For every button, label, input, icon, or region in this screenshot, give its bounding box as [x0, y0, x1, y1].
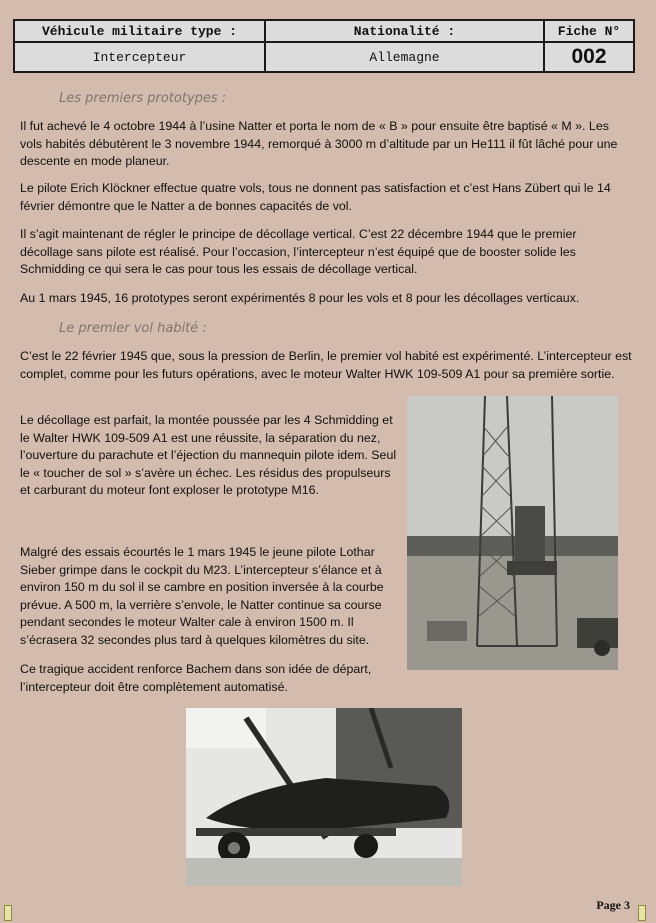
launch-tower-photo: [407, 396, 618, 670]
paragraph: Il s’agit maintenant de régler le principe de décollage vertical. C’est 22 décembre 1944 que le premier décollage sans pilote est réalisé. Pour l’occasion, l’intercepteur n’est équipé que de booster solide les Schmidding ce qui sera le cas pour tous les essais de décollage vertical.: [20, 227, 577, 276]
nationality-value: Allemagne: [265, 42, 544, 72]
type-label: Véhicule militaire type :: [14, 20, 265, 42]
sheet-number: 002: [544, 42, 634, 72]
paragraph: Malgré des essais écourtés le 1 mars 1945 le jeune pilote Lothar Sieber grimpe dans le cockpit du M23. L’intercepteur s’élance et à environ 150 m du sol il se cambre en position inversée à la courbe prévue. A 500 m, la verrière s’envole, le Natter continue sa course pendant secondes le moteur Walter cale à environ 1500 m. Il s’écrasera 32 secondes plus tard à quelques kilomètres du site.: [20, 545, 384, 647]
paragraph: Le décollage est parfait, la montée poussée par les 4 Schmidding et le Walter HWK 109-509 A1 est une réussite, la séparation du nez, l’ouverture du parachute et l’éjection du mannequin pilote idem. Seul le « toucher de sol » s’avère un échec. Les résidus des propulseurs et carburant du moteur font exploser le prototype M16.: [20, 413, 397, 497]
nationality-label: Nationalité :: [265, 20, 544, 42]
natter-cart-photo: [186, 708, 462, 886]
paragraph: Au 1 mars 1945, 16 prototypes seront expérimentés 8 pour les vols et 8 pour les décollages verticaux.: [20, 291, 580, 305]
paragraph: Ce tragique accident renforce Bachem dans son idée de départ, l’intercepteur doit être complètement automatisé.: [20, 662, 372, 694]
paragraph: C’est le 22 février 1945 que, sous la pression de Berlin, le premier vol habité est expérimenté. L’intercepteur est complet, comme pour les futurs opérations, avec le moteur Walter HWK 109-509 A1 pour sa première sortie.: [20, 349, 632, 381]
header-table: [13, 19, 635, 73]
paragraph: Le pilote Erich Klöckner effectue quatre vols, tous ne donnent pas satisfaction et c’est Hans Zübert qui le 14 février démontre que le Natter a de bonnes capacités de vol.: [20, 181, 611, 213]
right-margin-marker: [638, 905, 646, 921]
type-value: Intercepteur: [14, 42, 265, 72]
sheet-label: Fiche N°: [544, 20, 634, 42]
paragraph: Il fut achevé le 4 octobre 1944 à l’usine Natter et porta le nom de « B » pour ensuite être baptisé « M ». Les vols habités débutèrent le 3 novembre 1944, remorqué à 3000 m d’altitude par un He111 il fût lâché pour une descente en mode planeur.: [20, 119, 618, 168]
section-title-prototypes: Les premiers prototypes :: [59, 91, 227, 106]
left-margin-marker: [4, 905, 12, 921]
section-title-first-manned-flight: Le premier vol habité :: [59, 321, 207, 336]
page-number: Page 3: [596, 898, 630, 912]
